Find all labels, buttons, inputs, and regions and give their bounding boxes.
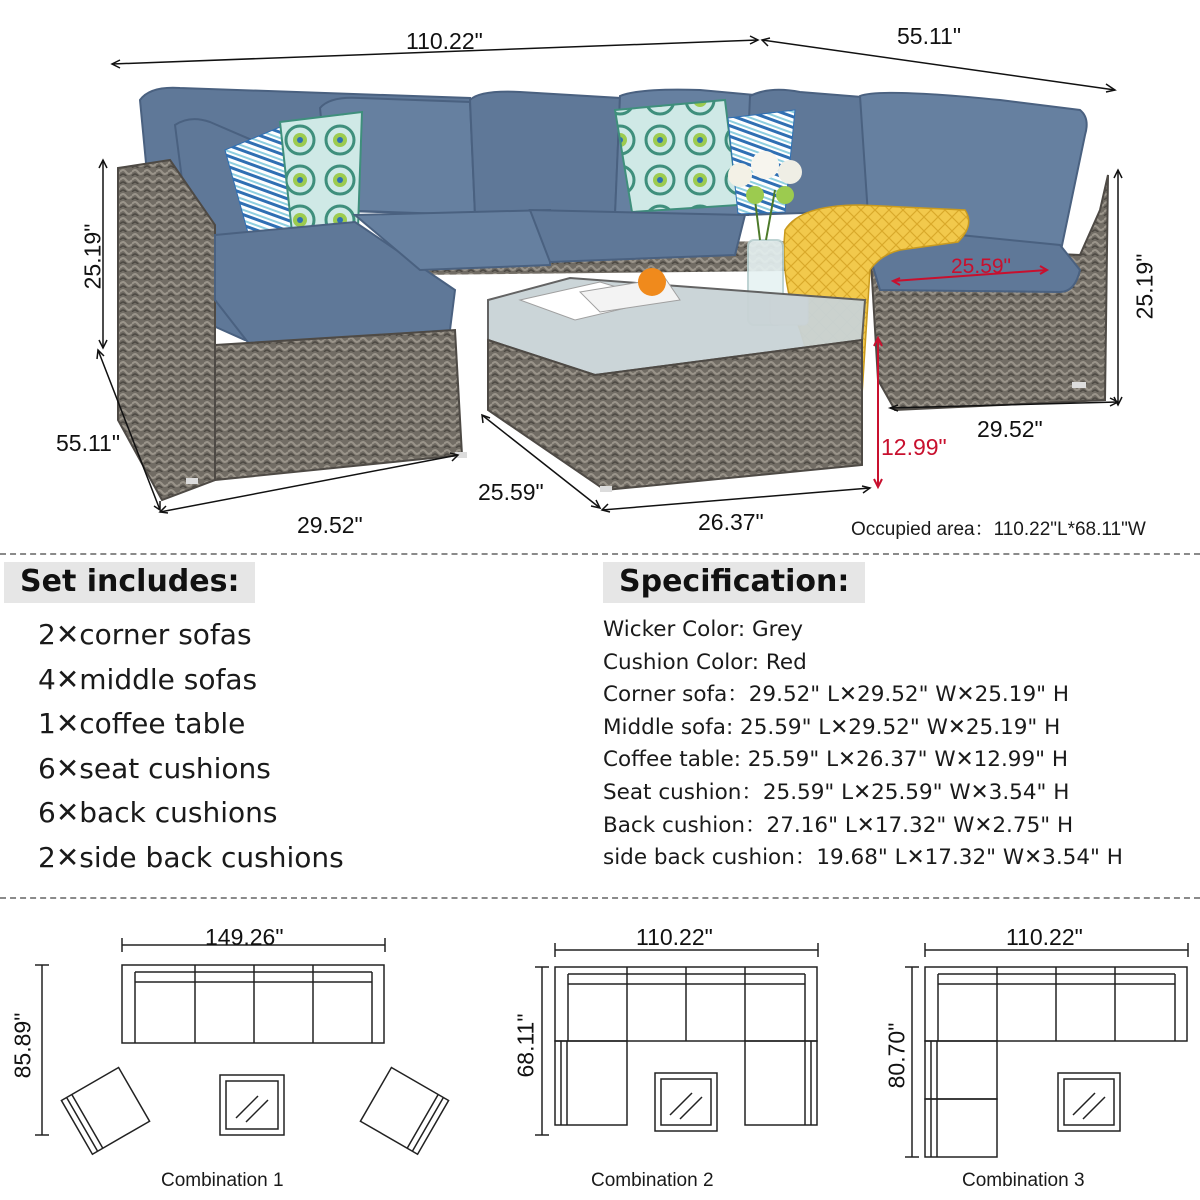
list-item: side back cushion：19.68" L✕17.32" W✕3.54" H bbox=[603, 845, 1123, 871]
list-item: Seat cushion：25.59" L✕25.59" W✕3.54" H bbox=[603, 779, 1070, 805]
list-item: 2✕corner sofas bbox=[38, 618, 252, 651]
combo3-label: Combination 3 bbox=[962, 1170, 1085, 1191]
specification-heading: Specification: bbox=[603, 562, 865, 603]
dim-right-front-width: 29.52" bbox=[977, 416, 1043, 442]
dim-left-depth: 55.11" bbox=[56, 430, 121, 456]
section-divider bbox=[0, 897, 1200, 899]
combo1-width: 149.26" bbox=[205, 924, 284, 950]
dim-table-depth: 25.59" bbox=[478, 479, 544, 505]
list-item: Middle sofa: 25.59" L✕29.52" W✕25.19" H bbox=[603, 714, 1061, 740]
list-item: Corner sofa：29.52" L✕29.52" W✕25.19" H bbox=[603, 682, 1070, 708]
combo3-depth: 80.70" bbox=[883, 1022, 910, 1089]
list-item: 4✕middle sofas bbox=[38, 662, 258, 696]
specification-list bbox=[603, 614, 1123, 875]
sofa-set-photo bbox=[0, 0, 1200, 540]
dim-top-left: 110.22" bbox=[406, 28, 483, 54]
combo2-depth: 68.11" bbox=[512, 1013, 539, 1078]
combo1-depth: 85.89" bbox=[9, 1012, 36, 1079]
occupied-area-note: Occupied area：110.22"L*68.11"W bbox=[851, 519, 1146, 540]
combo1-label: Combination 1 bbox=[161, 1170, 284, 1191]
dim-left-front-width: 29.52" bbox=[297, 512, 363, 538]
list-item: Cushion Color: Red bbox=[603, 649, 807, 675]
list-item: 1✕coffee table bbox=[38, 707, 246, 741]
dim-table-height: 12.99" bbox=[881, 434, 947, 460]
dim-table-width: 26.37" bbox=[698, 509, 764, 535]
list-item: Wicker Color: Grey bbox=[603, 617, 803, 642]
combo2-width: 110.22" bbox=[636, 924, 713, 950]
combo3-width: 110.22" bbox=[1006, 924, 1083, 950]
list-item: 6✕back cushions bbox=[38, 796, 278, 830]
list-item: 2✕side back cushions bbox=[38, 840, 344, 874]
set-includes-heading: Set includes: bbox=[4, 562, 255, 603]
dim-right-height: 25.19" bbox=[1131, 253, 1158, 320]
set-includes-list bbox=[38, 615, 344, 883]
dim-right-seat-width: 25.59" bbox=[951, 255, 1012, 278]
combo2-label: Combination 2 bbox=[591, 1170, 714, 1191]
dim-left-height: 25.19" bbox=[79, 223, 106, 290]
dim-top-right: 55.11" bbox=[897, 23, 962, 49]
list-item: Coffee table: 25.59" L✕26.37" W✕12.99" H bbox=[603, 747, 1069, 773]
section-divider bbox=[0, 553, 1200, 555]
list-item: 6✕seat cushions bbox=[38, 751, 271, 785]
list-item: Back cushion：27.16" L✕17.32" W✕2.75" H bbox=[603, 812, 1074, 838]
